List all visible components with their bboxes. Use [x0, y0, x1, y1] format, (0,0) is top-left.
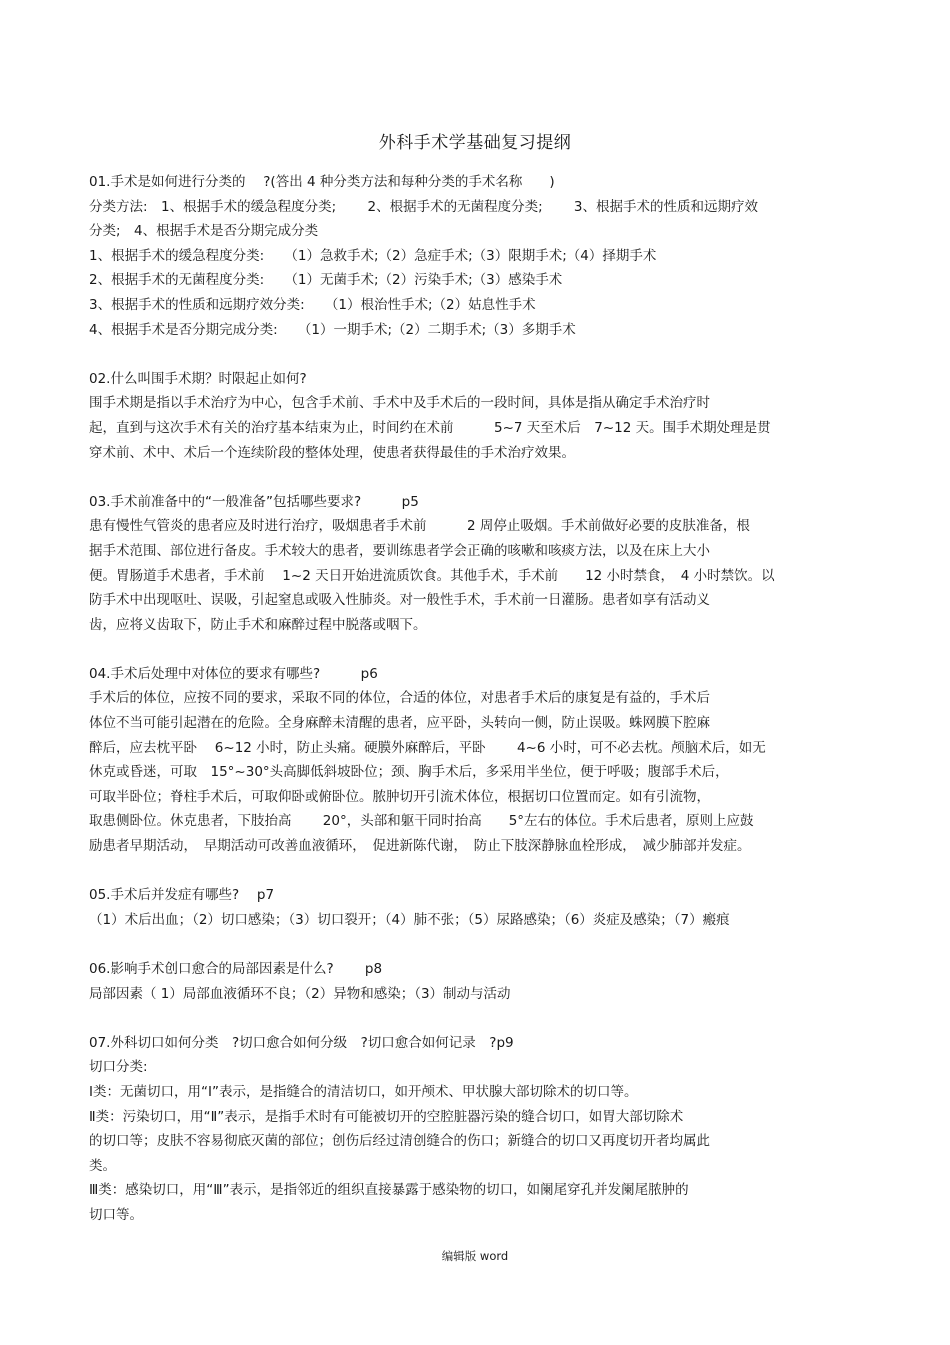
blank-line — [89, 1006, 861, 1031]
text-line: Ⅱ类：污染切口，用“Ⅱ”表示，是指手术时有可能被切开的空腔脏器污染的缝合切口，如胃大部切除术 — [89, 1108, 684, 1125]
text-line: 体位不当可能引起潜在的危险。全身麻醉未清醒的患者，应平卧，头转向一侧，防止误吸。蛛网膜下腔麻 — [89, 715, 710, 732]
text-line: 取患侧卧位。休克患者，下肢抬高 20°，头部和躯干同时抬高 5°左右的体位。手术后患者，原则上应鼓 — [89, 813, 754, 830]
text-line: 局部因素（ 1）局部血液循环不良；（2）异物和感染；（3）制动与活动 — [89, 985, 511, 1002]
text-line: 04.手术后处理中对体位的要求有哪些? p6 — [89, 665, 378, 682]
text-line: 分类方法: 1、根据手术的缓急程度分类; 2、根据手术的无菌程度分类; 3、根据手术的性质和远期疗效 — [89, 198, 758, 215]
page-title: 外科手术学基础复习提纲 — [378, 133, 572, 153]
text-line: 防手术中出现呕吐、误吸，引起窒息或吸入性肺炎。对一般性手术，手术前一日灌肠。患者如享有活动义 — [89, 592, 710, 609]
blank-line — [89, 932, 861, 957]
text-line: 05.手术后并发症有哪些? p7 — [89, 887, 275, 904]
text-line: 齿，应将义齿取下，防止手术和麻醉过程中脱落或咽下。 — [89, 616, 427, 633]
text-line: 患有慢性气管炎的患者应及时进行治疗，吸烟患者手术前 2 周停止吸烟。手术前做好必要的皮肤准备，根 — [89, 518, 750, 535]
text-line: 手术后的体位，应按不同的要求，采取不同的体位，合适的体位，对患者手术后的康复是有益的，手术后 — [89, 690, 710, 707]
text-line: 穿术前、术中、术后一个连续阶段的整体处理，使患者获得最佳的手术治疗效果。 — [89, 444, 575, 461]
text-line: 03.手术前准备中的“一般准备”包括哪些要求? p5 — [89, 493, 419, 510]
text-line: 06.影响手术创口愈合的局部因素是什么? p8 — [89, 961, 383, 977]
text-line: 类。 — [89, 1157, 116, 1174]
text-line: Ⅲ类：感染切口，用“Ⅲ”表示，是指邻近的组织直接暴露于感染物的切口，如阑尾穿孔并发阑尾脓肿的 — [89, 1182, 689, 1199]
document-body — [89, 170, 861, 1228]
text-line: 切口等。 — [89, 1206, 143, 1223]
text-line: 02.什么叫围手术期？时限起止如何? — [89, 370, 307, 387]
text-line: 1、根据手术的缓急程度分类: （1）急救手术;（2）急症手术;（3）限期手术;（4）择期手术 — [89, 247, 657, 264]
text-line: 起，直到与这次手术有关的治疗基本结束为止，时间约在术前 5~7 天至术后 7~12 天。围手术期处理是贯 — [89, 419, 771, 436]
text-line: 休克或昏迷，可取 15°~30°头高脚低斜坡卧位；颈、胸手术后，多采用半坐位，便于呼吸；腹部手术后， — [89, 764, 729, 781]
text-line: 3、根据手术的性质和远期疗效分类: （1）根治性手术;（2）姑息性手术 — [89, 296, 536, 313]
text-line: 01.手术是如何进行分类的 ?(答出 4 种分类方法和每种分类的手术名称 ) — [89, 174, 555, 190]
text-line: 的切口等；皮肤不容易彻底灭菌的部位；创伤后经过清创缝合的伤口；新缝合的切口又再度切开者均属此 — [89, 1133, 710, 1150]
text-line: 便。胃肠道手术患者，手术前 1~2 天日开始进流质饮食。其他手术，手术前 12 小时禁食， 4 小时禁饮。以 — [89, 567, 775, 584]
text-line: 可取半卧位；脊柱手术后，可取仰卧或俯卧位。脓肿切开引流术体位，根据切口位置而定。如有引流物， — [89, 788, 710, 805]
blank-line — [89, 465, 861, 490]
page-footer: 编辑版 word — [441, 1249, 509, 1263]
text-line: 4、根据手术是否分期完成分类: （1）一期手术;（2）二期手术;（3）多期手术 — [89, 321, 576, 338]
text-line: 07.外科切口如何分类 ?切口愈合如何分级 ?切口愈合如何记录 ?p9 — [89, 1034, 514, 1051]
text-line: 2、根据手术的无菌程度分类: （1）无菌手术;（2）污染手术;（3）感染手术 — [89, 272, 563, 289]
text-line: 醉后，应去枕平卧 6~12 小时，防止头痛。硬膜外麻醉后，平卧 4~6 小时，可不必去枕。颅脑术后，如无 — [89, 739, 766, 756]
blank-line — [89, 342, 861, 367]
text-line: 励患者早期活动， 早期活动可改善血液循环， 促进新陈代谢， 防止下肢深静脉血栓形成， 减少肺部并发症。 — [89, 838, 751, 855]
text-line: 切口分类: — [89, 1059, 148, 1076]
text-line: Ⅰ类：无菌切口，用“Ⅰ”表示，是指缝合的清洁切口，如开颅术、甲状腺大部切除术的切口等。 — [89, 1083, 638, 1100]
text-line: （1）术后出血；（2）切口感染；（3）切口裂开；（4）肺不张；（5）尿路感染；（6）炎症及感染；（7）瘢痕 — [89, 911, 730, 928]
blank-line — [89, 637, 861, 662]
text-line: 围手术期是指以手术治疗为中心，包含手术前、手术中及手术后的一段时间，具体是指从确定手术治疗时 — [89, 395, 710, 412]
text-line: 分类; 4、根据手术是否分期完成分类 — [89, 223, 319, 240]
blank-line — [89, 859, 861, 884]
text-line: 据手术范围、部位进行备皮。手术较大的患者，要训练患者学会正确的咳嗽和咳痰方法，以及在床上大小 — [89, 542, 710, 559]
